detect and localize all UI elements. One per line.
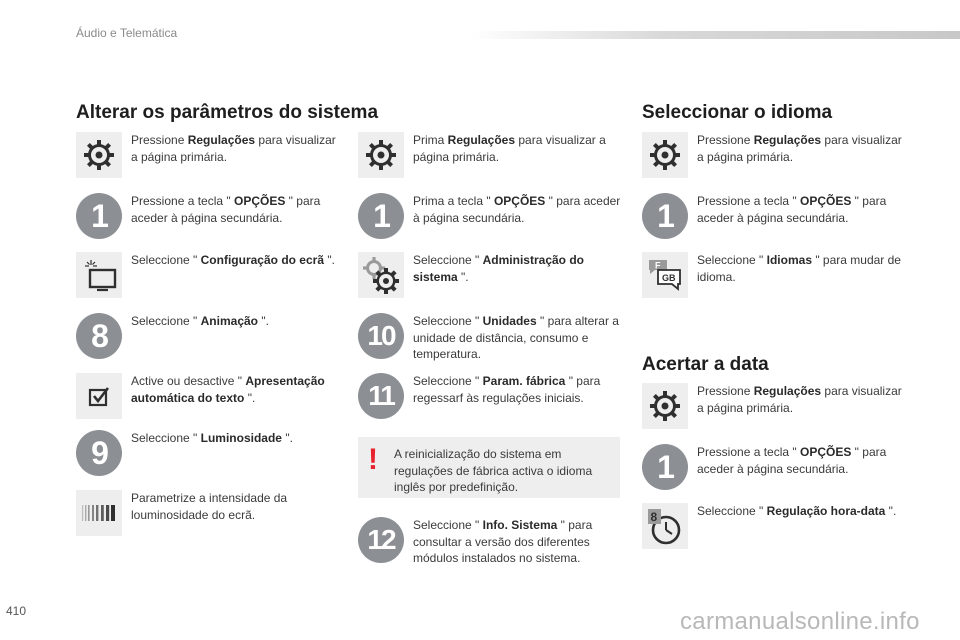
watermark: carmanualsonline.info — [680, 608, 920, 635]
step-text: Seleccione " Administração do sistema ". — [413, 253, 584, 284]
step-text: Prima Regulações para visualizar a página primária. — [413, 133, 606, 164]
gear-icon — [642, 383, 688, 429]
step-number-badge: 12 — [358, 517, 404, 563]
step-number-badge: 10 — [358, 313, 404, 359]
warning-icon: ! — [368, 443, 378, 476]
section-title-date: Acertar a data — [642, 354, 769, 375]
gear-icon — [642, 132, 688, 178]
warning-text: A reinicialização do sistema em regulações de fábrica activa o idioma inglês por predefinição. — [394, 447, 593, 494]
step-number-badge: 1 — [642, 193, 688, 239]
step-text: Pressione a tecla " OPÇÕES " para aceder à página secundária. — [697, 194, 887, 225]
gear-icon — [76, 132, 122, 178]
step-text: Seleccione " Regulação hora-data ". — [697, 504, 897, 518]
step-text: Seleccione " Unidades " para alterar a unidade de distância, consumo e temperatura. — [413, 314, 619, 361]
brightness-slider-icon — [76, 490, 122, 536]
header-title: Áudio e Telemática — [76, 26, 178, 40]
step-text: Seleccione " Idiomas " para mudar de idioma. — [697, 253, 901, 284]
step-number-badge: 1 — [358, 193, 404, 239]
clock-date-icon — [642, 503, 688, 549]
step-text: Pressione a tecla " OPÇÕES " para aceder à página secundária. — [697, 445, 887, 476]
step-text: Pressione Regulações para visualizar a página primária. — [697, 133, 902, 164]
step-number-badge: 8 — [76, 313, 122, 359]
step-text: Seleccione " Configuração do ecrã ". — [131, 253, 335, 267]
step-text: Seleccione " Luminosidade ". — [131, 431, 293, 445]
section-title-language: Seleccionar o idioma — [642, 102, 833, 123]
step-text: Active ou desactive " Apresentação automática do texto ". — [131, 374, 325, 405]
section-title-system: Alterar os parâmetros do sistema — [76, 102, 379, 123]
language-flag-icon — [642, 252, 688, 298]
clock-icon-digit: 8 — [650, 510, 658, 524]
step-text: Seleccione " Param. fábrica " para regessarf às regulações iniciais. — [413, 374, 601, 405]
step-number-badge: 9 — [76, 430, 122, 476]
step-text: Pressione Regulações para visualizar a página primária. — [697, 384, 902, 415]
language-icon-bottom-label: GB — [662, 273, 676, 283]
step-text: Pressione Regulações para visualizar a página primária. — [131, 133, 336, 164]
step-text: Pressione a tecla " OPÇÕES " para aceder à página secundária. — [131, 194, 321, 225]
step-number-badge: 11 — [358, 373, 404, 419]
language-icon-top-label: F — [655, 260, 661, 271]
step-text: Seleccione " Info. Sistema " para consultar a versão dos diferentes módulos instalados no sistema. — [413, 518, 593, 565]
step-number-badge: 1 — [76, 193, 122, 239]
system-admin-gears-icon — [358, 252, 404, 298]
screen-brightness-icon — [76, 252, 122, 298]
page-number: 410 — [6, 604, 27, 618]
step-text: Prima a tecla " OPÇÕES " para aceder à página secundária. — [413, 194, 621, 225]
checkbox-icon — [76, 373, 122, 419]
step-text: Seleccione " Animação ". — [131, 314, 269, 328]
header-bar — [470, 31, 960, 39]
step-text: Parametrize a intensidade da louminosidade do ecrã. — [131, 491, 288, 522]
warning-box — [358, 437, 620, 498]
gear-icon — [358, 132, 404, 178]
step-number-badge: 1 — [642, 444, 688, 490]
